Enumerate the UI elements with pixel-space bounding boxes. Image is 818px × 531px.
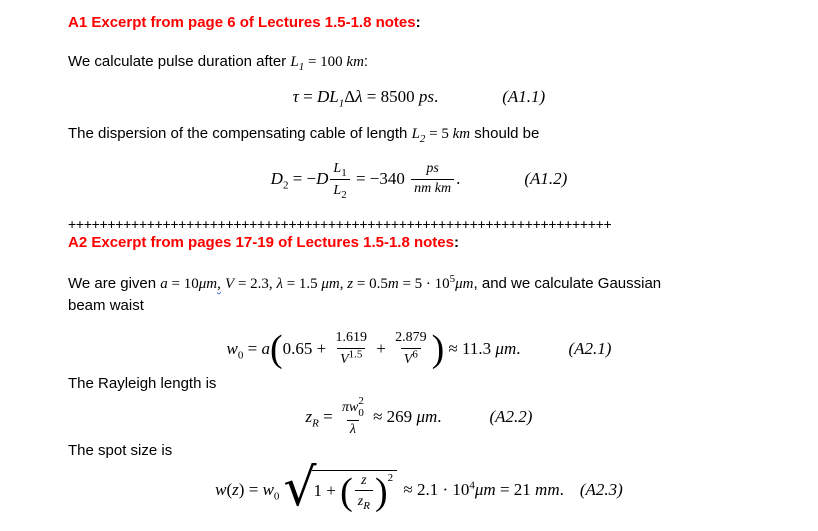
text-run: , and we calculate Gaussian: [473, 275, 662, 292]
math-frag: μm: [455, 276, 474, 292]
close-paren: ): [431, 328, 445, 370]
math-grp: [283, 339, 331, 359]
radical-sign-icon: √: [283, 458, 317, 518]
frac-numerator: 1.619: [335, 330, 367, 346]
a2-section-heading: [68, 234, 770, 251]
math-frag: z: [232, 479, 239, 499]
math-grp: [305, 406, 337, 430]
equation-tag-a1-2: (A1.2): [524, 168, 568, 188]
frac-numerator: [339, 396, 367, 420]
math-frag: V: [225, 276, 235, 292]
math-sub: R: [312, 417, 319, 430]
math-frag: w: [226, 338, 238, 358]
math-frag: .: [516, 338, 521, 358]
math-frag: ≈ 11.3: [444, 338, 496, 358]
math-sup: 5: [449, 273, 456, 285]
math-grp: [270, 168, 329, 192]
math-sub: 0: [237, 349, 244, 362]
math-sup: 1.5: [348, 347, 363, 360]
frac-denominator: [337, 348, 365, 368]
fraction-ps-nmkm: [411, 161, 454, 196]
equation-a1-1-math: [292, 86, 439, 110]
math-sub: 1: [338, 97, 345, 110]
math-grp: [314, 481, 341, 501]
math-sub: 1: [341, 167, 347, 180]
equation-a2-3-math: [215, 458, 564, 518]
math-grp: [292, 86, 439, 110]
math-sup: 2: [387, 471, 394, 484]
math-frag: = 21: [495, 479, 536, 499]
math-frag: L: [333, 161, 342, 177]
math-frag: ≈ 269: [368, 406, 417, 426]
math-frag: = 5: [425, 126, 453, 142]
fraction-piw02-lambda: [339, 396, 367, 438]
math-frag: z: [347, 276, 354, 292]
math-grp: [352, 169, 409, 189]
a2-heading-text: A2 Excerpt from pages 17-19 of Lectures 1.5-1.8 notes: [68, 234, 454, 251]
a1-heading-text: A1 Excerpt from page 6 of Lectures 1.5-1.8 notes: [68, 14, 416, 31]
math-frag: = −: [288, 168, 317, 188]
equation-tag-a1-1: (A1.1): [502, 86, 546, 106]
math-frag: km: [346, 54, 364, 70]
math-frag: 0.65 +: [282, 338, 331, 358]
math-frag: = 8500: [362, 86, 419, 106]
close-paren: ): [374, 470, 388, 513]
math-frag: = 5 · 10: [398, 276, 450, 292]
math-sup: 4: [469, 479, 475, 492]
math-frag: μm: [321, 276, 340, 292]
math-frag: =: [244, 479, 263, 499]
equation-a2-1: [68, 325, 770, 373]
square-root: [283, 458, 397, 518]
math-frag: = 10: [167, 276, 199, 292]
math-frag: w: [215, 479, 227, 499]
equation-tag-a2-3: (A2.3): [579, 479, 623, 499]
math-frag: = 0.5: [353, 276, 388, 292]
a1-dispersion-line: [68, 125, 770, 143]
math-grp: [399, 480, 564, 500]
math-grp: [215, 479, 280, 503]
equation-a2-3: [68, 458, 770, 519]
frac-denominator: [330, 179, 349, 199]
fraction-z-zR: [355, 473, 373, 510]
math-frag: μm: [198, 276, 218, 292]
frac-denominator: λ: [347, 420, 359, 438]
fraction-L1-L2: [330, 159, 349, 201]
equation-a1-1: [68, 85, 770, 109]
math-frag: ps: [418, 86, 434, 106]
math-frag: w: [262, 479, 274, 499]
frac-numerator: z: [361, 472, 367, 488]
math-frag: L: [411, 126, 420, 142]
math-frag: λ: [355, 86, 363, 106]
math-sub: 2: [341, 188, 347, 201]
a2-heading-colon: :: [453, 234, 459, 251]
equation-a2-2: [68, 392, 770, 442]
math-frag: =: [318, 406, 337, 426]
math-sub: 0: [273, 490, 280, 503]
math-frag: L: [290, 54, 299, 70]
math-frag: +: [371, 338, 391, 358]
math-grp: [444, 339, 520, 359]
plus-separator: +++++++++++++++++++++++++++++++++++++++++++++++++++++++++++++++++++++: [68, 216, 612, 232]
math-sup: 2: [358, 394, 364, 407]
frac-denominator: [355, 490, 373, 510]
equation-tag-a2-2: (A2.2): [489, 406, 533, 426]
math-frag: μm: [416, 406, 438, 426]
text-run: We calculate pulse duration after: [68, 53, 291, 70]
math-frag: mm: [535, 479, 560, 499]
math-frag: a: [261, 338, 270, 358]
math-frag: = 100: [304, 54, 347, 70]
frac-numerator: ps: [426, 161, 439, 177]
math-frag: L: [333, 182, 342, 198]
math-grp: [226, 338, 270, 362]
a1-section-heading: [68, 14, 770, 31]
math-frag: .: [437, 406, 442, 426]
math-sub: 2: [419, 133, 426, 145]
math-sub: 1: [298, 61, 305, 73]
stacked-supsub: [358, 396, 364, 419]
math-sup: 6: [412, 347, 418, 360]
math-frag: ): [238, 479, 245, 499]
open-paren: (: [269, 328, 283, 370]
text-run: beam waist: [68, 297, 144, 314]
math-frag: 1 +: [313, 481, 341, 501]
math-sub: 2: [282, 179, 289, 192]
equation-tag-a2-1: (A2.1): [568, 338, 612, 358]
text-run: The dispersion of the compensating cable of length: [68, 125, 412, 142]
math-frag: πw: [341, 400, 359, 416]
text-run: We are given: [68, 275, 161, 292]
math-frag: Δ: [344, 86, 356, 106]
text-run: should be: [470, 125, 540, 142]
math-frag: ≈ 2.1 · 10: [399, 479, 470, 499]
open-paren: (: [340, 470, 353, 513]
spot-size-label: The spot size is: [68, 442, 173, 459]
frac-numerator: 2.879: [395, 330, 427, 346]
radicand: [312, 470, 398, 511]
math-frag: m: [387, 276, 399, 292]
text-run: :: [363, 53, 369, 70]
math-frag: .: [559, 479, 564, 499]
fraction-1619-V15: [332, 330, 370, 367]
math-frag: =: [298, 86, 317, 106]
math-frag: D: [316, 168, 329, 188]
math-frag: .: [456, 168, 461, 188]
math-frag: .: [433, 86, 439, 106]
fraction-2879-V6: [392, 330, 430, 367]
equation-a2-1-math: [227, 330, 521, 368]
math-frag: V: [403, 351, 413, 367]
a1-heading-colon: :: [415, 14, 421, 31]
math-frag: λ: [276, 276, 283, 292]
equation-a2-2-math: [306, 396, 442, 438]
frac-denominator: nm km: [411, 179, 454, 197]
frac-numerator: [330, 159, 349, 178]
math-frag: ,: [339, 276, 348, 292]
math-frag: =: [243, 338, 262, 358]
math-grp: [456, 169, 460, 189]
math-grp: [372, 339, 390, 359]
math-frag: z: [357, 494, 364, 509]
math-frag: a: [160, 276, 168, 292]
math-frag: = 2.3,: [234, 276, 277, 292]
rayleigh-label: The Rayleigh length is: [68, 375, 217, 392]
math-frag: z: [305, 406, 313, 426]
math-frag: τ: [292, 86, 299, 106]
equation-a1-2-math: [270, 159, 461, 201]
math-frag: V: [340, 351, 349, 367]
math-frag: km: [452, 126, 471, 142]
a2-given-line: [68, 273, 770, 317]
equation-a1-2: [68, 153, 770, 205]
math-frag: = −340: [351, 168, 410, 188]
math-frag: DL: [316, 86, 339, 106]
frac-denominator: [401, 348, 421, 368]
math-frag: D: [270, 168, 283, 188]
math-grp: [369, 407, 442, 427]
math-frag: (: [226, 479, 233, 499]
math-sub: R: [363, 499, 370, 512]
math-frag: μm: [474, 479, 496, 499]
a1-intro-line: [68, 53, 770, 71]
math-frag: μm: [495, 338, 517, 358]
math-sub: 0: [358, 406, 364, 419]
math-frag: = 1.5: [282, 276, 322, 292]
grammar-squiggle-comma: ,: [217, 276, 221, 292]
